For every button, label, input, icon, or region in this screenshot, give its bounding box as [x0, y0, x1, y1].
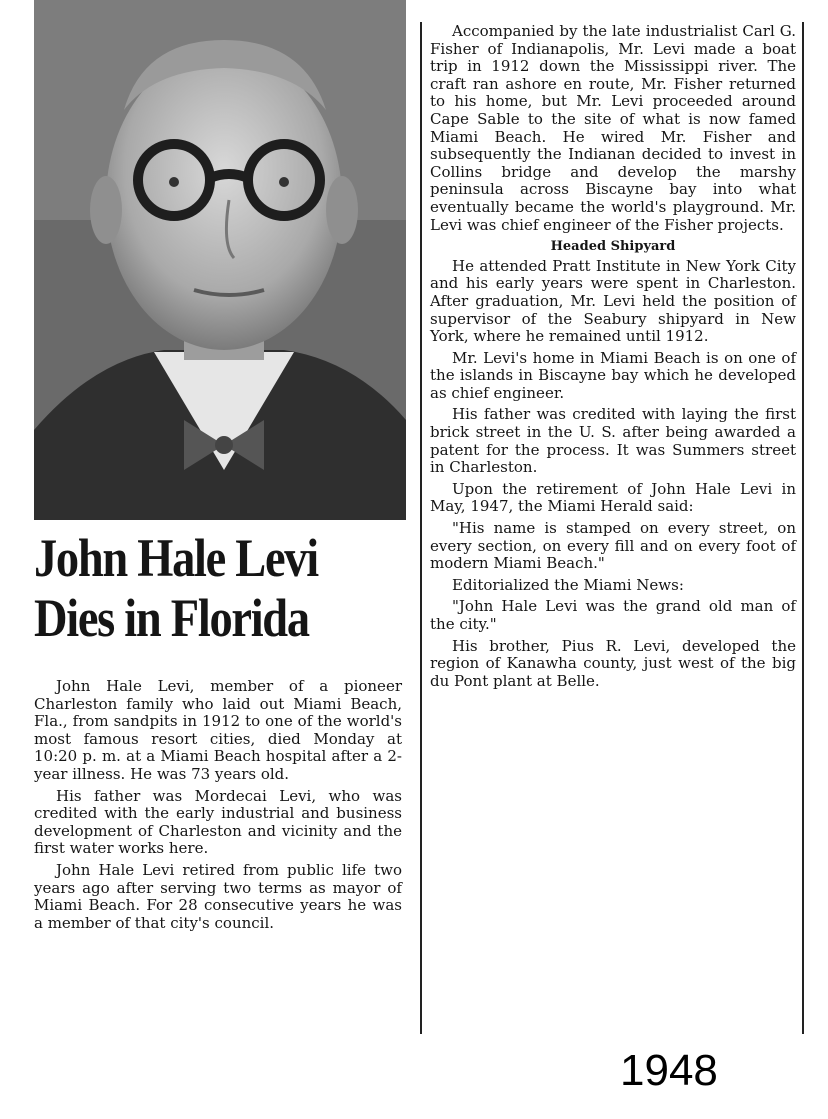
year-label: 1948	[620, 1046, 718, 1095]
headline-line-2: Dies in Florida	[34, 588, 309, 648]
article-paragraph: Editorialized the Miami News:	[452, 575, 684, 594]
article-paragraph: His brother, Pius R. Levi, developed the region of Kanawha county, just west of the big du Pont plant at Belle.	[430, 636, 796, 690]
portrait-photo	[34, 0, 406, 520]
portrait-illustration	[34, 0, 406, 520]
article-quote: "His name is stamped on every street, on every section, on every fill and on every foot of modern Miami Beach."	[430, 519, 796, 573]
article-quote: "John Hale Levi was the grand old man of the city."	[430, 597, 796, 633]
article-paragraph: His father was credited with laying the first brick street in the U. S. after being awarded a patent for the process. It was Summers street in Charleston.	[430, 405, 796, 477]
article-paragraph: Accompanied by the late industrialist Carl G. Fisher of Indianapolis, Mr. Levi made a boat trip in 1912 down the Mississippi river. The craft ran ashore en route, Mr. Fisher returned to his home, but Mr. Levi proceeded around Cape Sable to the site of what is now famed Miami Beach. He wired Mr. Fisher and subsequently the Indianan decided to invest in Collins bridge and develop the marshy peninsula across Biscayne bay into what eventually became the world's playground. Mr. Levi was chief engineer of the Fisher projects.	[430, 22, 796, 234]
column-divider-right	[802, 22, 804, 1034]
section-subhead: Headed Shipyard	[550, 239, 676, 255]
article-paragraph: His father was Mordecai Levi, who was credited with the early industrial and business development of Charleston and vicinity and the first water works here.	[34, 786, 402, 858]
article-left-column	[34, 678, 402, 936]
article-paragraph: John Hale Levi, member of a pioneer Charleston family who laid out Miami Beach, Fla., from sandpits in 1912 to one of the world's most famous resort cities, died Monday at 10:20 p. m. at a Miami Beach hospital after a 2-year illness. He was 73 years old.	[34, 677, 402, 783]
headline-line-1: John Hale Levi	[34, 528, 318, 588]
article-paragraph: John Hale Levi retired from public life two years ago after serving two terms as mayor of Miami Beach. For 28 consecutive years he was a member of that city's council.	[34, 860, 402, 932]
article-right-column	[430, 23, 796, 694]
article-paragraph: Mr. Levi's home in Miami Beach is on one of the islands in Biscayne bay which he developed as chief engineer.	[430, 348, 796, 402]
column-divider-left	[420, 22, 422, 1034]
article-paragraph: He attended Pratt Institute in New York City and his early years were spent in Charleston. After graduation, Mr. Levi held the position of supervisor of the Seabury shipyard in New York, where he remained until 1912.	[430, 256, 796, 346]
article-paragraph: Upon the retirement of John Hale Levi in May, 1947, the Miami Herald said:	[430, 479, 796, 516]
headline	[34, 528, 361, 648]
